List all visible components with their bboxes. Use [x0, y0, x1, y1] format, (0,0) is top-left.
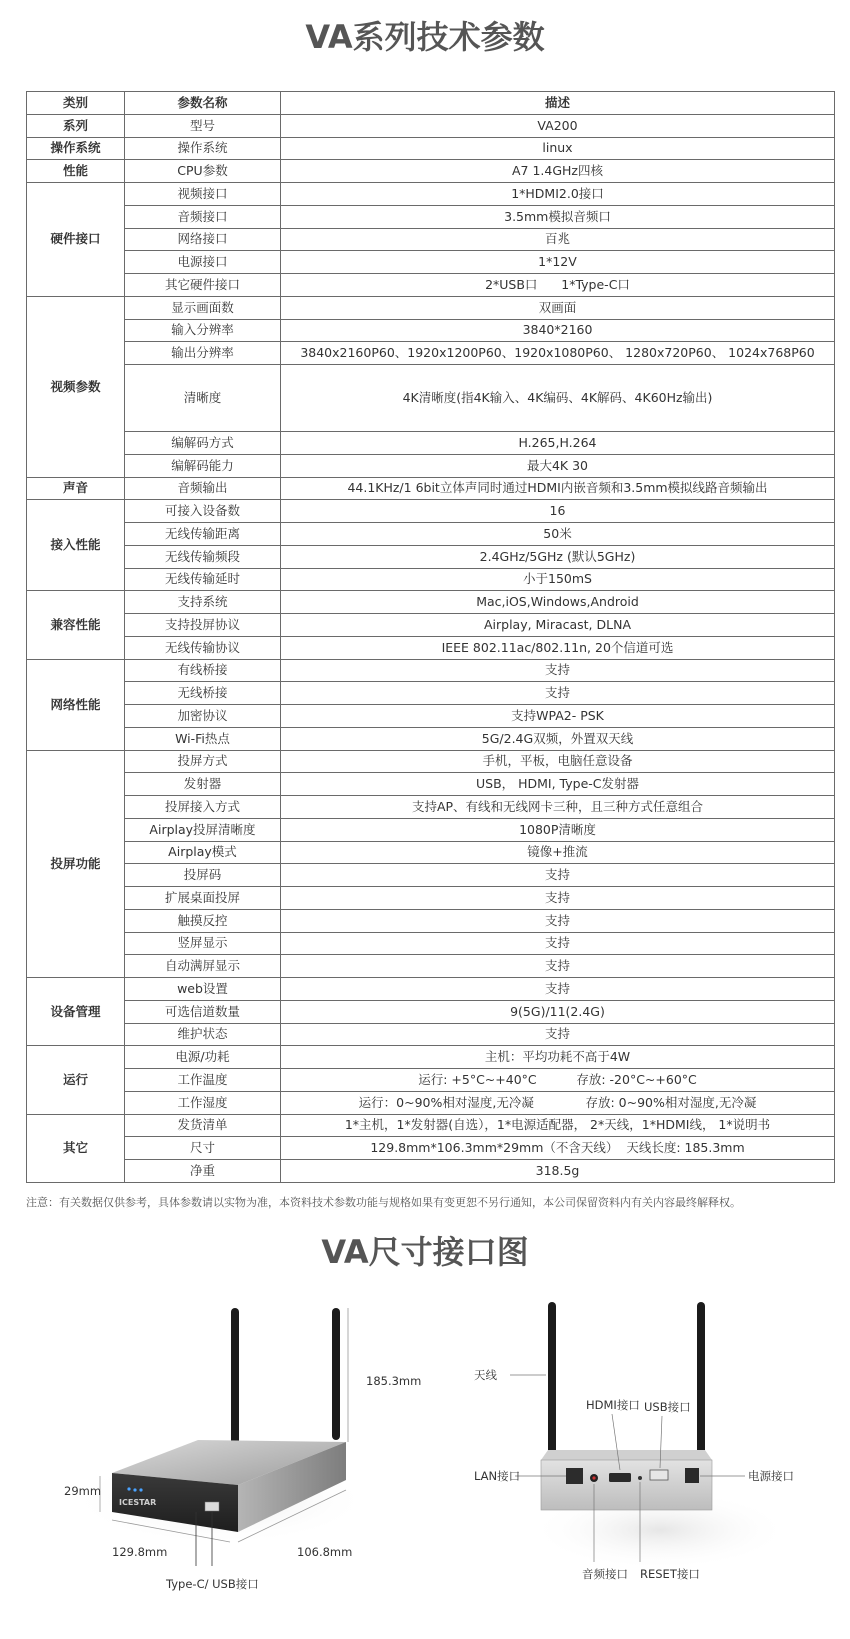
param-name-cell: 无线传输协议: [125, 636, 281, 659]
description-cell: 百兆: [281, 228, 835, 251]
table-row: [27, 183, 835, 206]
description-cell: 9(5G)/11(2.4G): [281, 1000, 835, 1023]
param-name-cell: Wi-Fi热点: [125, 727, 281, 750]
param-name-cell: 无线桥接: [125, 682, 281, 705]
param-name-cell: 清晰度: [125, 365, 281, 432]
table-row: [27, 887, 835, 910]
table-row: [27, 659, 835, 682]
disclaimer-note: 注意：有关数据仅供参考，具体参数请以实物为准，本资料技术参数功能与规格如果有变更恕不另行通知，本公司保留资料内有关内容最终解释权。: [26, 1196, 741, 1209]
left-antenna-2: [332, 1308, 340, 1440]
param-name-cell: 音频接口: [125, 205, 281, 228]
description-cell: 运行: +5°C~+40°C 存放: -20°C~+60°C: [281, 1069, 835, 1092]
description-cell: 支持: [281, 909, 835, 932]
description-cell: 支持: [281, 955, 835, 978]
table-row: [27, 932, 835, 955]
description-cell: 支持AP、有线和无线网卡三种，且三种方式任意组合: [281, 796, 835, 819]
table-row: [27, 1137, 835, 1160]
description-cell: H.265,H.264: [281, 432, 835, 455]
table-row: [27, 796, 835, 819]
audio-port-label: 音频接口: [582, 1567, 628, 1581]
description-cell: 129.8mm*106.3mm*29mm（不含天线） 天线长度: 185.3mm: [281, 1137, 835, 1160]
param-name-cell: 支持投屏协议: [125, 614, 281, 637]
width-dimension-label: 129.8mm: [112, 1545, 168, 1559]
description-cell: A7 1.4GHz四核: [281, 160, 835, 183]
param-name-cell: 投屏方式: [125, 750, 281, 773]
category-cell: 设备管理: [27, 978, 125, 1046]
param-name-cell: 电源/功耗: [125, 1046, 281, 1069]
description-cell: 318.5g: [281, 1160, 835, 1183]
table-row: [27, 978, 835, 1001]
param-name-cell: 网络接口: [125, 228, 281, 251]
table-row: [27, 750, 835, 773]
category-cell: 接入性能: [27, 500, 125, 591]
table-row: [27, 682, 835, 705]
param-name-cell: 工作湿度: [125, 1091, 281, 1114]
table-row: [27, 864, 835, 887]
param-name-cell: 其它硬件接口: [125, 274, 281, 297]
param-name-cell: 可选信道数量: [125, 1000, 281, 1023]
description-cell: 1080P清晰度: [281, 818, 835, 841]
category-cell: 兼容性能: [27, 591, 125, 659]
table-row: [27, 1160, 835, 1183]
table-row: [27, 818, 835, 841]
table-row: [27, 955, 835, 978]
description-cell: Mac,iOS,Windows,Android: [281, 591, 835, 614]
height-dimension-label: 185.3mm: [366, 1374, 422, 1388]
usb-port-label: USB接口: [644, 1400, 691, 1414]
table-row: [27, 841, 835, 864]
description-cell: 支持: [281, 864, 835, 887]
table-row: [27, 1046, 835, 1069]
device-perspective-view: [64, 1308, 421, 1591]
description-cell: 3840*2160: [281, 319, 835, 342]
description-cell: 手机，平板，电脑任意设备: [281, 750, 835, 773]
description-cell: 16: [281, 500, 835, 523]
lan-port: [566, 1468, 583, 1484]
description-cell: 运行：0~90%相对湿度,无冷凝 存放: 0~90%相对湿度,无冷凝: [281, 1091, 835, 1114]
param-name-cell: 显示画面数: [125, 296, 281, 319]
description-cell: 支持: [281, 932, 835, 955]
description-cell: IEEE 802.11ac/802.11n, 20个信道可选: [281, 636, 835, 659]
description-cell: 主机：平均功耗不高于4W: [281, 1046, 835, 1069]
param-name-cell: 竖屏显示: [125, 932, 281, 955]
description-cell: 5G/2.4G双频，外置双天线: [281, 727, 835, 750]
power-port-label: 电源接口: [748, 1469, 794, 1483]
description-cell: 4K清晰度(指4K输入、4K编码、4K解码、4K60Hz输出): [281, 365, 835, 432]
table-row: [27, 114, 835, 137]
header-category: 类别: [27, 92, 125, 115]
category-cell: 网络性能: [27, 659, 125, 750]
lan-port-label: LAN接口: [474, 1469, 521, 1483]
description-cell: 支持: [281, 659, 835, 682]
param-name-cell: 编解码方式: [125, 432, 281, 455]
device-diagram: [0, 1290, 850, 1639]
table-row: [27, 228, 835, 251]
description-cell: 1*HDMI2.0接口: [281, 183, 835, 206]
param-name-cell: 发射器: [125, 773, 281, 796]
param-name-cell: 电源接口: [125, 251, 281, 274]
table-row: [27, 432, 835, 455]
description-cell: 支持: [281, 978, 835, 1001]
table-row: [27, 1114, 835, 1137]
description-cell: 支持WPA2- PSK: [281, 705, 835, 728]
category-cell: 硬件接口: [27, 183, 125, 297]
table-row: [27, 274, 835, 297]
category-cell: 投屏功能: [27, 750, 125, 978]
table-row: [27, 614, 835, 637]
description-cell: Airplay, Miracast, DLNA: [281, 614, 835, 637]
param-name-cell: 无线传输频段: [125, 545, 281, 568]
category-cell: 操作系统: [27, 137, 125, 160]
description-cell: 1*12V: [281, 251, 835, 274]
category-cell: 性能: [27, 160, 125, 183]
param-name-cell: 无线传输延时: [125, 568, 281, 591]
table-row: [27, 705, 835, 728]
table-row: [27, 342, 835, 365]
param-name-cell: 可接入设备数: [125, 500, 281, 523]
param-name-cell: CPU参数: [125, 160, 281, 183]
category-cell: 声音: [27, 477, 125, 500]
description-cell: 2*USB口 1*Type-C口: [281, 274, 835, 297]
header-desc: 描述: [281, 92, 835, 115]
category-cell: 视频参数: [27, 296, 125, 477]
param-name-cell: 支持系统: [125, 591, 281, 614]
param-name-cell: 视频接口: [125, 183, 281, 206]
description-cell: 1*主机，1*发射器(自选），1*电源适配器， 2*天线，1*HDMI线， 1*说明书: [281, 1114, 835, 1137]
reset-port-label: RESET接口: [640, 1567, 700, 1581]
table-row: [27, 1000, 835, 1023]
table-row: [27, 909, 835, 932]
description-cell: 小于150mS: [281, 568, 835, 591]
device-figure: [0, 1290, 850, 1639]
description-cell: linux: [281, 137, 835, 160]
param-name-cell: 投屏码: [125, 864, 281, 887]
param-name-cell: 输入分辨率: [125, 319, 281, 342]
param-name-cell: 扩展桌面投屏: [125, 887, 281, 910]
description-cell: 双画面: [281, 296, 835, 319]
param-name-cell: Airplay投屏清晰度: [125, 818, 281, 841]
param-name-cell: 加密协议: [125, 705, 281, 728]
param-name-cell: 音频输出: [125, 477, 281, 500]
table-row: [27, 773, 835, 796]
section-title-dimensions: VA尺寸接口图: [321, 1233, 529, 1271]
param-name-cell: 自动满屏显示: [125, 955, 281, 978]
table-row: [27, 296, 835, 319]
param-name-cell: 工作温度: [125, 1069, 281, 1092]
param-name-cell: 无线传输距离: [125, 523, 281, 546]
description-cell: 2.4GHz/5GHz (默认5GHz): [281, 545, 835, 568]
param-name-cell: 型号: [125, 114, 281, 137]
spec-table: [26, 91, 835, 1183]
param-name-cell: web设置: [125, 978, 281, 1001]
table-row: [27, 636, 835, 659]
table-row: [27, 1091, 835, 1114]
usb-port: [650, 1470, 668, 1480]
param-name-cell: 尺寸: [125, 1137, 281, 1160]
page-title: VA系列技术参数: [305, 18, 545, 56]
description-cell: 支持: [281, 682, 835, 705]
table-row: [27, 1023, 835, 1046]
antenna-label: 天线: [474, 1368, 497, 1382]
category-cell: 其它: [27, 1114, 125, 1182]
table-row: [27, 500, 835, 523]
table-row: [27, 545, 835, 568]
header-param: 参数名称: [125, 92, 281, 115]
table-row: [27, 137, 835, 160]
param-name-cell: 净重: [125, 1160, 281, 1183]
table-row: [27, 319, 835, 342]
description-cell: 50米: [281, 523, 835, 546]
box-height-dimension-label: 29mm: [64, 1484, 102, 1498]
description-cell: 镜像+推流: [281, 841, 835, 864]
hdmi-port: [609, 1473, 631, 1482]
power-port: [685, 1468, 699, 1483]
table-row: [27, 568, 835, 591]
brand-logo: ICESTAR: [119, 1498, 157, 1507]
table-row: [27, 727, 835, 750]
table-row: [27, 251, 835, 274]
param-name-cell: 投屏接入方式: [125, 796, 281, 819]
param-name-cell: 发货清单: [125, 1114, 281, 1137]
param-name-cell: 编解码能力: [125, 454, 281, 477]
hdmi-port-label: HDMI接口: [586, 1398, 640, 1412]
description-cell: 3840x2160P60、1920x1200P60、1920x1080P60、 1280x720P60、 1024x768P60: [281, 342, 835, 365]
depth-dimension-label: 106.8mm: [297, 1545, 353, 1559]
description-cell: 44.1KHz/1 6bit立体声同时通过HDMI内嵌音频和3.5mm模拟线路音频输出: [281, 477, 835, 500]
param-name-cell: 触摸反控: [125, 909, 281, 932]
description-cell: USB， HDMI, Type-C发射器: [281, 773, 835, 796]
table-row: [27, 477, 835, 500]
table-row: [27, 454, 835, 477]
param-name-cell: Airplay模式: [125, 841, 281, 864]
param-name-cell: 维护状态: [125, 1023, 281, 1046]
description-cell: 支持: [281, 1023, 835, 1046]
param-name-cell: 操作系统: [125, 137, 281, 160]
description-cell: VA200: [281, 114, 835, 137]
param-name-cell: 有线桥接: [125, 659, 281, 682]
description-cell: 3.5mm模拟音频口: [281, 205, 835, 228]
device-rear-view: [474, 1302, 794, 1581]
category-cell: 系列: [27, 114, 125, 137]
table-row: [27, 523, 835, 546]
table-row: [27, 1069, 835, 1092]
description-cell: 支持: [281, 887, 835, 910]
table-row: [27, 205, 835, 228]
typec-usb-port-label: Type-C/ USB接口: [166, 1577, 259, 1591]
description-cell: 最大4K 30: [281, 454, 835, 477]
param-name-cell: 输出分辨率: [125, 342, 281, 365]
category-cell: 运行: [27, 1046, 125, 1114]
table-row: [27, 591, 835, 614]
table-row: [27, 365, 835, 432]
table-header-row: [27, 92, 835, 115]
table-row: [27, 160, 835, 183]
